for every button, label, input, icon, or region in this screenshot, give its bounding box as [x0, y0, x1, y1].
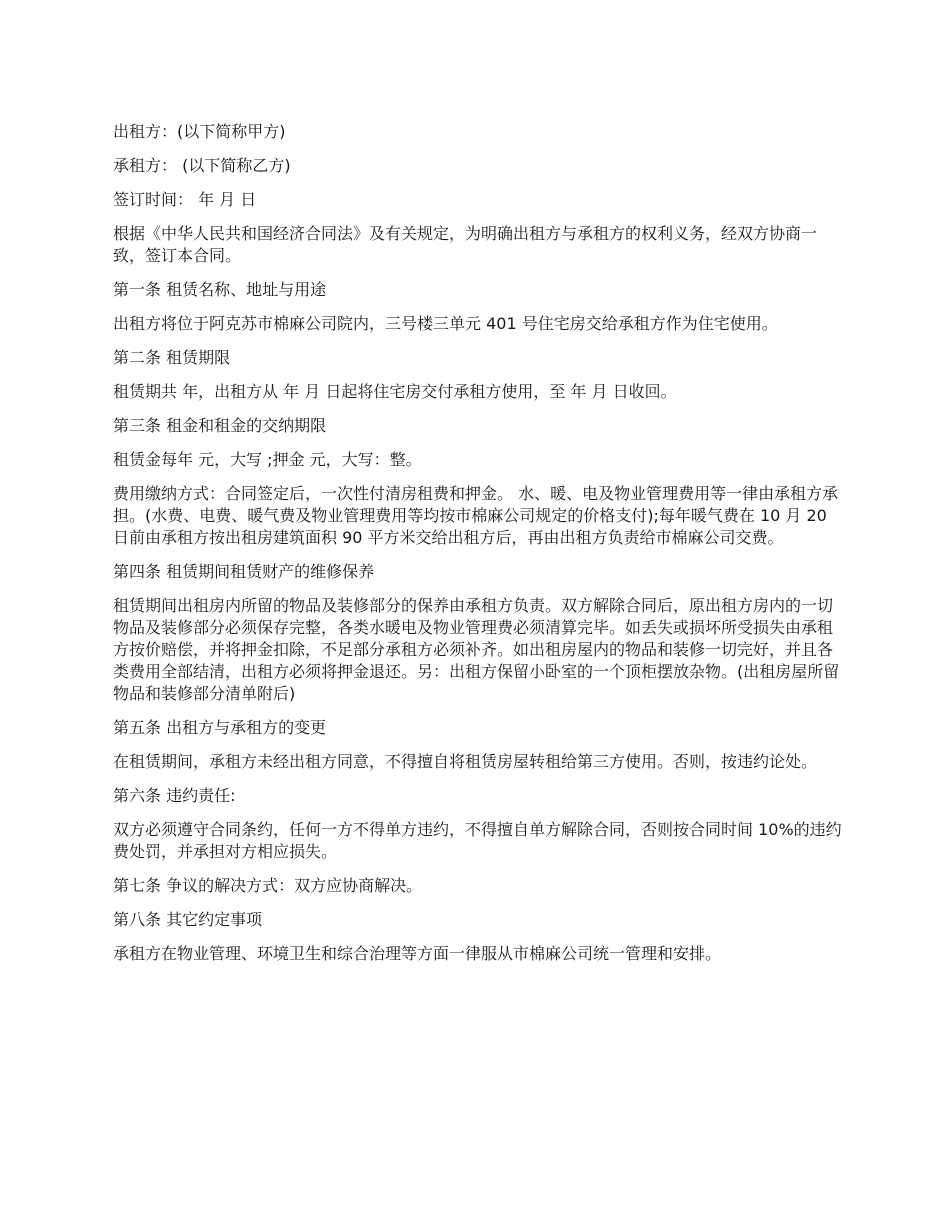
article-8-heading: 第八条 其它约定事项: [113, 910, 263, 929]
article-5-body: 在租赁期间，承租方未经出租方同意，不得擅自将租赁房屋转租给第三方使用。否则，按违约论处。: [113, 752, 818, 771]
article-5-heading: 第五条 出租方与承租方的变更: [113, 718, 327, 737]
article-3-rent-amount: 租赁金每年 元，大写 ;押金 元，大写：整。: [113, 450, 422, 469]
article-4-heading: 第四条 租赁期间租赁财产的维修保养: [113, 562, 375, 581]
signing-date-line: 签订时间： 年 月 日: [113, 190, 257, 209]
article-6-heading: 第六条 违约责任:: [113, 786, 236, 805]
preamble-paragraph: 根据《中华人民共和国经济合同法》及有关规定，为明确出租方与承租方的权利义务，经双方协商一致，签订本合同。: [113, 224, 818, 265]
lessor-line: 出租方：(以下简称甲方): [113, 122, 286, 141]
article-4-body: 租赁期间出租房内所留的物品及装修部分的保养由承租方负责。双方解除合同后，原出租方房内的一切物品及装修部分必须保存完整，各类水暖电及物业管理费必须清算完毕。如丢失或损坏所受损失由承租方按价赔偿，并将押金扣除，不足部分承租方必须补齐。如出租房屋内的物品和装修一切完好，并且各类费用全部结清，出租方必须将押金退还。另：出租方保留小卧室的一个顶柜摆放杂物。(出租房屋所留物品和装修部分清单附后): [113, 596, 840, 703]
article-3-heading: 第三条 租金和租金的交纳期限: [113, 416, 327, 435]
article-6-body: 双方必须遵守合同条约，任何一方不得单方违约，不得擅自单方解除合同，否则按合同时间 10%的违约费处罚，并承担对方相应损失。: [113, 820, 842, 861]
lessee-line: 承租方： (以下简称乙方): [113, 156, 291, 175]
contract-document: [113, 121, 843, 977]
article-2-heading: 第二条 租赁期限: [113, 348, 231, 367]
article-8-body: 承租方在物业管理、环境卫生和综合治理等方面一律服从市棉麻公司统一管理和安排。: [113, 944, 722, 963]
article-1-heading: 第一条 租赁名称、地址与用途: [113, 280, 327, 299]
article-1-body: 出租方将位于阿克苏市棉麻公司院内，三号楼三单元 401 号住宅房交给承租方作为住宅使用。: [113, 314, 778, 333]
article-3-payment-method: 费用缴纳方式：合同签定后，一次性付清房租费和押金。 水、暖、电及物业管理费用等一律由承租方承担。(水费、电费、暖气费及物业管理费用等均按市棉麻公司规定的价格支付);每年暖气费在 10 月 20 日前由承租方按出租房建筑面积 90 平方米交给出租方后，再由出租方负责给市棉麻公司交费。: [113, 484, 839, 547]
article-2-body: 租赁期共 年，出租方从 年 月 日起将住宅房交付承租方使用，至 年 月 日收回。: [113, 382, 677, 401]
article-7-line: 第七条 争议的解决方式：双方应协商解决。: [113, 876, 423, 895]
